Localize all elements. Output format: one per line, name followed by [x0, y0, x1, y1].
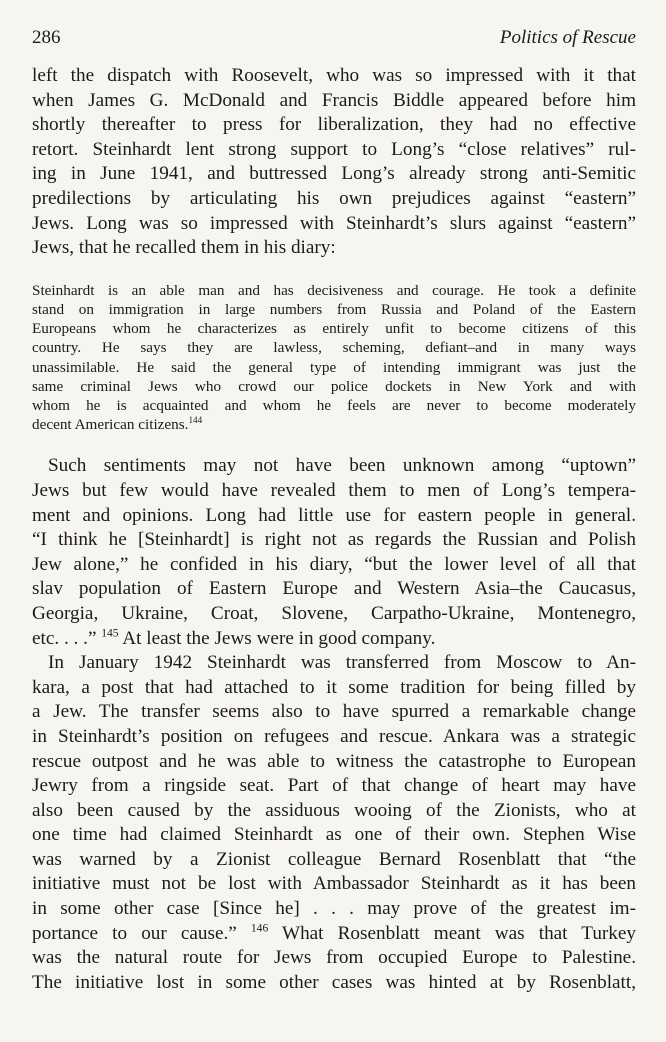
text-line: was the natural route for Jews from occupied Europe to Palestine. [32, 947, 636, 969]
text-fragment: At least the Jews were in good company. [118, 627, 436, 649]
quote-line: country. He says they are lawless, scheming, defiant–and in many ways [32, 339, 636, 357]
text-line: Jew alone,” he confided in his diary, “but the lower level of all that [32, 553, 636, 575]
text-line: Jewry from a ringside seat. Part of that change of heart may have [32, 775, 636, 797]
running-title: Politics of Rescue [499, 27, 636, 48]
text-line: Such sentiments may not have been unknown among “uptown” [48, 455, 636, 477]
quote-line: stand on immigration in large numbers from Russia and Poland of the Eastern [32, 300, 636, 318]
text-line [32, 627, 636, 652]
text-line: when James G. McDonald and Francis Biddle appeared before him [32, 89, 636, 111]
text-line: Jews. Long was so impressed with Steinhardt’s slurs against “eastern” [32, 212, 636, 234]
page-number: 286 [32, 27, 61, 48]
text-line: predilections by articulating his own prejudices against “eastern” [32, 187, 636, 209]
text-line [32, 922, 636, 947]
text-line: ing in June 1941, and buttressed Long’s already strong anti-Semitic [32, 163, 636, 185]
paragraph-2 [32, 454, 636, 651]
text-fragment: What Rosenblatt meant was that Turkey [268, 922, 637, 944]
text-line: “I think he [Steinhardt] is right not as regards the Russian and Polish [32, 529, 636, 551]
footnote-ref-146: 146 [250, 922, 269, 935]
text-line: a Jew. The transfer seems also to have spurred a remarkable change [32, 701, 636, 723]
quote-line: Steinhardt is an able man and has decisiveness and courage. He took a definite [32, 281, 636, 299]
quote-line: Europeans whom he characterizes as entirely unfit to become citizens of this [32, 320, 636, 338]
paragraph-3 [32, 651, 636, 995]
quote-line: same criminal Jews who crowd our police dockets in New York and with [32, 377, 636, 395]
paragraph-1 [32, 64, 636, 261]
text-line: The initiative lost in some other cases was hinted at by Rosenblatt, [32, 971, 636, 993]
text-fragment: etc. . . .” [32, 627, 97, 649]
book-page [32, 26, 636, 995]
quote-line-text: decent American citizens. [32, 416, 189, 434]
text-line: shortly thereafter to press for liberalization, they had no effective [32, 114, 636, 136]
text-line: one time had claimed Steinhardt as one of their own. Stephen Wise [32, 824, 636, 846]
footnote-ref-145: 145 [101, 627, 119, 640]
running-head [32, 26, 636, 50]
text-line: Jews but few would have revealed them to men of Long’s tempera- [32, 479, 636, 501]
text-line: Jews, that he recalled them in his diary: [32, 237, 336, 259]
block-quote [32, 281, 636, 435]
text-line: in some other case [Since he] . . . may prove of the greatest im- [32, 898, 636, 920]
text-line: rescue outpost and he was able to witness the catastrophe to European [32, 750, 636, 772]
text-line: ment and opinions. Long had little use for eastern people in general. [32, 504, 636, 526]
quote-line: whom he is acquainted and whom he feels are never to become moderately [32, 396, 636, 414]
text-line: kara, a post that had attached to it some tradition for being filled by [32, 676, 636, 698]
text-line: left the dispatch with Roosevelt, who was so impressed with it that [32, 65, 636, 86]
quote-line: unassimilable. He said the general type of intending immigrant was just the [32, 358, 636, 376]
text-line: slav population of Eastern Europe and Western Asia–the Caucasus, [32, 578, 636, 600]
text-line: was warned by a Zionist colleague Bernard Rosenblatt that “the [32, 848, 636, 870]
text-line: also been caused by the assiduous wooing of the Zionists, who at [32, 799, 636, 821]
text-line: In January 1942 Steinhardt was transferred from Moscow to An- [48, 652, 636, 674]
quote-line [32, 415, 636, 434]
text-line: Georgia, Ukraine, Croat, Slovene, Carpatho-Ukraine, Montenegro, [32, 602, 636, 624]
footnote-ref-144: 144 [188, 415, 203, 426]
text-line: initiative must not be lost with Ambassador Steinhardt as it has been [32, 873, 636, 895]
text-line: retort. Steinhardt lent strong support to Long’s “close relatives” rul- [32, 138, 636, 160]
text-fragment: portance to our cause.” [32, 922, 237, 944]
text-line: in Steinhardt’s position on refugees and rescue. Ankara was a strategic [32, 725, 636, 747]
